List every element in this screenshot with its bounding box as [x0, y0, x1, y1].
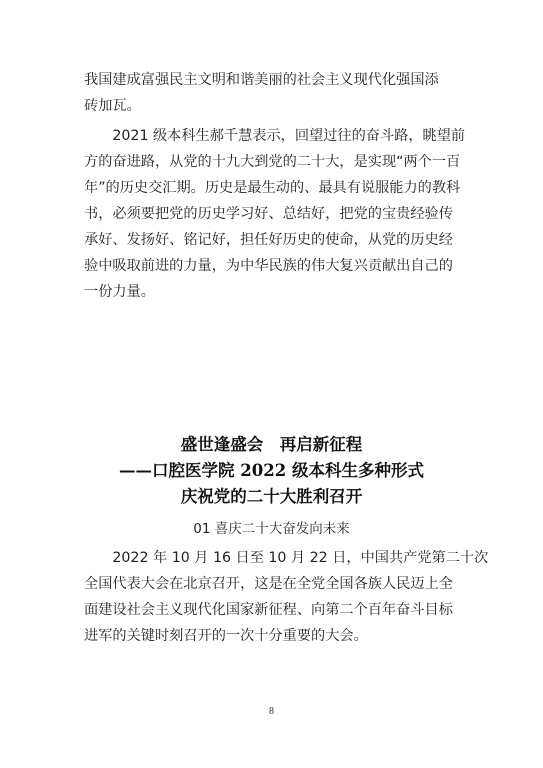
article-subtitle-line: ——口腔医学院 2022 级本科生多种形式 — [119, 461, 424, 480]
paragraph-line: 一份力量。 — [84, 284, 155, 300]
section-heading: 01 喜庆二十大奋发向未来 — [193, 521, 350, 537]
paragraph-line: 书，必须要把党的历史学习好、总结好，把党的宝贵经验传 — [84, 206, 453, 222]
paragraph-line: 2021 级本科生郝千慧表示，回望过往的奋斗路，眺望前 — [84, 128, 466, 144]
page-number: 8 — [269, 706, 274, 717]
paragraph-line: 承好、发扬好、铭记好，担任好历史的使命，从党的历史经 — [84, 232, 453, 248]
paragraph-line: 面建设社会主义现代化国家新征程、向第二个百年奋斗目标 — [84, 602, 453, 618]
paragraph-line: 验中吸取前进的力量，为中华民族的伟大复兴贡献出自己的 — [84, 258, 453, 274]
paragraph-line: 进军的关键时刻召开的一次十分重要的大会。 — [84, 628, 368, 644]
paragraph-line: 2022 年 10 月 16 日至 10 月 22 日，中国共产党第二十次 — [84, 550, 489, 566]
paragraph-line: 年”的历史交汇期。历史是最生动的、最具有说服能力的教科 — [84, 180, 461, 196]
paragraph-line: 我国建成富强民主文明和谐美丽的社会主义现代化强国添 — [84, 72, 439, 88]
article-title-line: 庆祝党的二十大胜利召开 — [180, 487, 363, 506]
article-title-line: 盛世逢盛会 再启新征程 — [180, 435, 363, 454]
paragraph-line: 全国代表大会在北京召开，这是在全党全国各族人民迈上全 — [84, 576, 453, 592]
paragraph-line: 砖加瓦。 — [84, 98, 141, 114]
paragraph-line: 方的奋进路，从党的十九大到党的二十大，是实现“两个一百 — [84, 154, 461, 170]
